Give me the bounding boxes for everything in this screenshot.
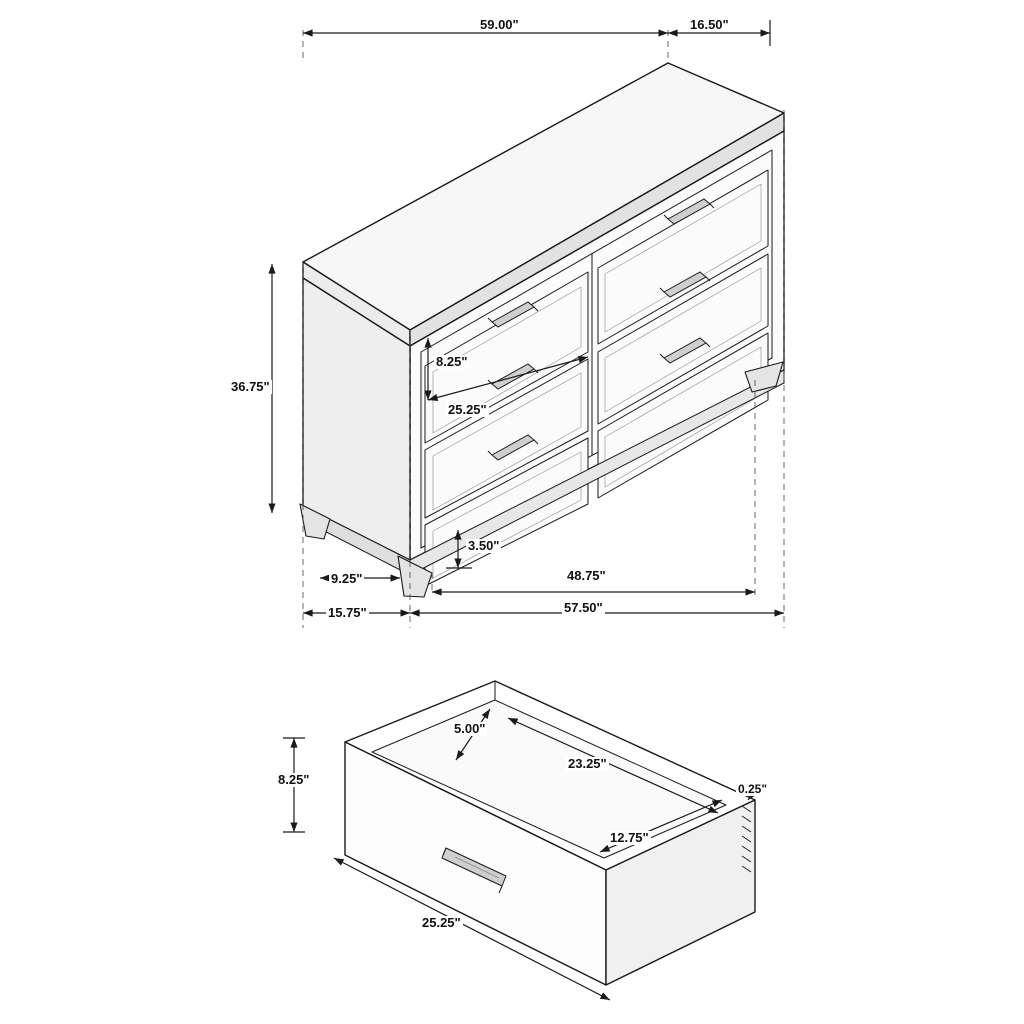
dim-drawer-interior-depth: 5.00" [454, 721, 486, 736]
dim-top-width: 59.00" [480, 17, 519, 32]
dim-base-depth: 15.75" [328, 605, 367, 620]
dim-drawer-interior-width: 12.75" [610, 830, 649, 845]
dim-overall-height: 36.75" [231, 379, 270, 394]
drawer-box [345, 681, 755, 985]
dim-overall-width: 57.50" [564, 600, 603, 615]
dim-drawer-side-height: 8.25" [278, 772, 310, 787]
dim-drawer-interior-length: 23.25" [568, 756, 607, 771]
dim-drawer-front-width: 25.25" [448, 402, 487, 417]
dim-leg-height: 3.50" [468, 538, 500, 553]
dim-drawer-panel-thickness: 0.25" [738, 782, 768, 796]
dim-foot-depth: 9.25" [331, 571, 363, 586]
dresser-body [300, 63, 784, 597]
dim-case-width: 48.75" [567, 568, 606, 583]
dim-top-depth: 16.50" [690, 17, 729, 32]
dim-drawer-overall-width: 25.25" [422, 915, 461, 930]
dim-drawer-front-height: 8.25" [436, 354, 468, 369]
